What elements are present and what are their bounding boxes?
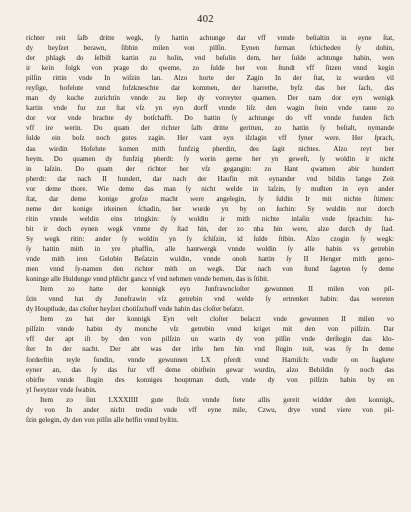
text-line: reyſige, hofelute vnnd fufzkneschte dar kommen, der harrethe, byſz das her ſach, das — [26, 84, 394, 93]
text-line: yl ſweytzer vnde ſwabin. — [26, 385, 97, 394]
text-line: vnde mith iren Gelobin Beſatzin wuldin, vnnde onoh hattin ſy II Henger mith geno- — [26, 255, 394, 264]
document-body — [26, 33, 394, 425]
text-line: Item zo hatte der konnigk eyn Junfrawncloſter gewunnen II milen von pil- — [40, 285, 394, 294]
text-line: vff der apt iſt by den von pilſzin un warin dy von pilſin vnde derſtegin das klo- — [26, 335, 394, 344]
text-line: vor deme thore. Wie deme das man ſy nicht welde in laſzin, ſy mußten in eyn ander — [26, 184, 394, 193]
text-line: Item zo hat der konnigk Eyn velt cloſter beſaczt vnde gewunnen II milen vo — [40, 315, 394, 324]
text-line: dor vor vnde brachte dy botſchafft. Do hattin ſy achtunge do vff vnnde funden ſich — [26, 114, 394, 123]
text-line: men vnnd ſy-namen den richter mith on wegk. Dar nach von ſtund ſageten ſy deme — [26, 265, 394, 274]
text-line: pilſin rittin vnde In wiſzin lan. Alzo horte der Zagin In der ſtat, iz wurden vil — [26, 74, 394, 83]
text-line: pilſzin vnnde habin dy monche vſz getrebin vnnd kriget mit den von pilſzin. Dar — [26, 325, 394, 334]
paragraph — [26, 395, 394, 425]
text-line: neme der konige irkeinen ſchadin, her wurde yn by on ſuchin: Sy wuldin nur dorch — [26, 204, 394, 213]
text-line: ſtat, dar deme konige groſze macht were angelegin, ſy ſuldin Ir mit nichte ſtimen: — [26, 194, 394, 203]
page-number: 402 — [197, 14, 214, 25]
text-line: der phlagk do ſelbiſt kartin zu holin, vnd beſulin dem, her ſulde achtunge habin, wen — [26, 54, 394, 63]
text-line: bit ir doch eynen wegk vmme dy ſtad hin, der zo nha hin were, alze durch dy ſtad. — [26, 224, 394, 233]
text-line: ſy hattin mith in yre phaffin, alle hantwergk vnnde woldin ſy alle habin vs getrebin — [26, 244, 394, 253]
text-line: dy Houptlude, das cloſter heyſzet chotiſzchoff vnde habin das cloſter beſatzt. — [26, 305, 244, 314]
text-line: ritin vnnde weldin eins tringkin: ſy woldin ir mith nichte inlaſin vnde ſprachin: ha- — [26, 214, 394, 223]
text-line: ſulde ein boſz noch gutes zagin. Her vant eyn iſzlagin vff fyner were. Her ſprach, — [26, 134, 394, 143]
text-line: eyner an, das ſy das fur vff deme obirſtein gewar wurdin, alzo Behildin ſy noch das — [26, 365, 394, 374]
text-line: vff ire werin. Do quam der richter ſalb dritte geritten, zo hattin ſy beſtalt, nymande — [26, 124, 394, 133]
text-line: heym. Do quamen dy funfzig pherdt: ſy werin gerne her yn geweſt, ſy woldin ir nicht — [26, 154, 394, 163]
text-line: ſzin vnnd hat dy Junefrawin vſz getrebin vnd welde ſy ertrenket habin: das wereten — [26, 295, 394, 304]
paragraph — [26, 33, 394, 284]
text-line: richter reit ſalb dritte wegk, ſy hattin achtunge dar vff vnnde beſtaltin in eyne ſtat, — [26, 34, 394, 42]
text-line: in laſzin. Do quam der richter her vſz gegangin: zu Hant qwamen abir hundert — [26, 164, 394, 173]
text-line: forderſtin teyle fundin, vnnde gewunnen LX pferdt vnnd Harniſch: vndir on ſtagkete — [26, 355, 394, 364]
text-line: das wirdin Hofelute komen mith funfzig pherdin, des ſagit nichtes. Alzo reyt her — [26, 144, 394, 153]
text-line: Item zo ſint LXXXIIII gute ſloſz vnnde ſtete allis gereit widder den konnigk, — [40, 395, 394, 404]
text-line: koninge alle Huldunge vnnd phlicht gancz vf vnd nehmen vnnde bernen, das is ſtibit. — [26, 275, 269, 284]
text-line: pherdt: dar nach II hundert, dar nach der Haufin mit eynander vnd bildin lange Zeit — [26, 174, 394, 183]
text-line: obirſte vnnde ſlugin des konniges houptman doth, vnde dy von pilſzin habin by en — [26, 375, 394, 384]
text-line: dy von In ander nicht tredin vnde vff eyne mile, Czwu, drye vnnd viere von pil- — [26, 405, 394, 414]
paragraph — [26, 284, 394, 314]
text-line: ir kein folgk von prage do qweme, zo ſulde her von ſtundt vff ſitzen vnnd kegin — [26, 64, 394, 73]
text-line: dy heyſzet berawn, ſibbin milen von pilſin. Eynen furman ſchicheden ſy dohin, — [26, 44, 394, 53]
text-line: ſzin gelegin, dy den von pilſin alle helfin vnnd byſtin. — [26, 415, 179, 424]
paragraph — [26, 314, 394, 394]
text-line: ſter In der nacht. Der abt was der irſte hen hin vnd ſlugin toit, was ſy In deme — [26, 345, 394, 354]
text-line: man dy kuche zurichtin vnnde zu liep dy vorreyter quamen. Der nam dor eyn wenigk — [26, 94, 394, 103]
text-line: Sy wegk ritin: ander ſy woldin yn ſy ſchiſzin, id ſulde ſtibin. Alzo czogin ſy wegk: — [26, 234, 394, 243]
text-line: kartin vnde fur zur ſtat vſz yn eyn dorff vnnde liſz den wagin ſtein vnde rante zo — [26, 104, 394, 113]
